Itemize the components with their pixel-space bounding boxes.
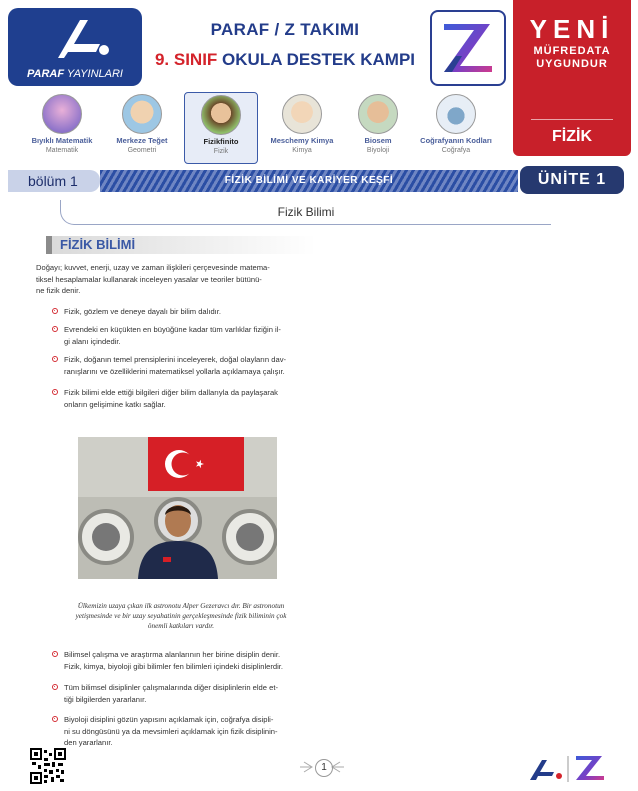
bullet-icon: [52, 684, 58, 690]
avatar: [122, 94, 162, 134]
ribbon-uygundur: UYGUNDUR: [536, 58, 608, 70]
avatar: [436, 94, 476, 134]
photo-caption: Ülkemizin uzaya çıkan ilk astronotu Alper Gezeravcı dır. Bir astronotun yetişmesinde ve bir uzay seyahatinin gerçekleşmesinde fizik biliminin çok önemli katkıları vardır.: [75, 602, 287, 630]
section-heading: [46, 236, 316, 254]
list-item: Bilimsel çalışma ve araştırma alanlarının her birine disiplin denir. Fizik, kimya, biyoloji gibi bilimler fen bilimleri içindeki disiplinlerdir.: [52, 649, 320, 672]
intro-paragraph: Doğayı; kuvvet, enerji, uzay ve zaman ilişkileri çerçevesinde matema- tiksel hesaplamalar kullanarak inceleyen yasalar ve teoriler bütünü- ne fizik denir.: [36, 263, 270, 295]
bullet-icon: [52, 389, 58, 395]
paraf-arrow-icon: [54, 18, 114, 62]
character-fizikfinito[interactable]: [184, 92, 258, 164]
list-item: Fizik bilimi elde ettiği bilgileri diğer bilim dallarıyla da paylaşarak onların gelişimine katkı sağlar.: [52, 387, 320, 410]
bullet-icon: [52, 308, 58, 314]
list-item: Fizik, gözlem ve deneye dayalı bir bilim dalıdır.: [52, 306, 320, 318]
character-biyikli-matematik[interactable]: [22, 92, 102, 162]
character-name: Fizikfinito: [203, 137, 239, 146]
bullet-icon: [52, 326, 58, 332]
page-subtitle: 9. SINIF OKULA DESTEK KAMPI: [154, 50, 416, 69]
character-subject: Biyoloji: [366, 147, 390, 154]
ribbon-subject: FİZİK: [552, 128, 592, 145]
page-number: [296, 756, 348, 780]
brand-name: PARAF YAYINLARI: [27, 68, 123, 80]
character-name: Bıyıklı Matematik: [31, 136, 93, 145]
avatar: [358, 94, 398, 134]
bullet-icon: [52, 356, 58, 362]
footer-brand-icon: [528, 752, 608, 784]
unit-heading: FİZİK BİLİMİ VE KARİYER KEŞFİ: [224, 175, 394, 186]
list-item: Biyoloji disiplini gözün yapısını açıklamak için, coğrafya disipli- ni su döngüsünü ya da mevsimleri açıklamak için fizik disiplinin- den yararlanır.: [52, 714, 320, 749]
character-biosem[interactable]: [338, 92, 418, 162]
topic-subtitle: Fizik Bilimi: [60, 200, 551, 225]
character-cografyanin-kodlari[interactable]: [416, 92, 496, 162]
unite-badge: ÜNİTE 1: [520, 166, 624, 194]
list-item: Evrendeki en küçükten en büyüğüne kadar tüm varlıklar fiziğin il- gi alanı içindedir.: [52, 324, 320, 347]
footer-logo: [528, 752, 608, 784]
qr-code-icon: [30, 748, 66, 784]
z-team-logo: [430, 10, 506, 86]
character-subject: Coğrafya: [441, 147, 471, 154]
avatar: [42, 94, 82, 134]
character-name: Biosem: [364, 136, 392, 145]
avatar: [201, 95, 241, 135]
character-subject: Matematik: [45, 147, 79, 154]
list-item: Fizik, doğanın temel prensiplerini inceleyerek, doğal olayların dav- ranışlarını ve özelliklerini matematiksel yollarla açıklamaya çalışır.: [52, 354, 320, 377]
page-title: PARAF / Z TAKIMI: [210, 20, 360, 39]
ribbon-mufredata: MÜFREDATA: [533, 45, 611, 57]
ribbon-yeni: YENİ: [529, 14, 615, 44]
bullet-icon: [52, 651, 58, 657]
bullet-icon: [52, 716, 58, 722]
paraf-brand-logo: [8, 8, 142, 86]
qr-code[interactable]: [30, 748, 66, 784]
page-number-value: 1: [315, 759, 333, 777]
z-logo-icon: [432, 12, 504, 84]
character-subject: Geometri: [127, 147, 157, 154]
character-name: Meschemy Kimya: [270, 136, 334, 145]
character-subject: Kimya: [292, 147, 312, 154]
list-item: Tüm bilimsel disiplinler çalışmalarında diğer disiplinlerin elde et- tiği bilgilerden yararlanır.: [52, 682, 320, 705]
bolum-label: bölüm 1: [8, 170, 100, 192]
astronaut-photo: [78, 437, 277, 579]
avatar: [282, 94, 322, 134]
character-merkeze-teget[interactable]: [102, 92, 182, 162]
curriculum-ribbon: [513, 0, 631, 156]
section-title: FİZİK BİLİMİ: [60, 237, 136, 252]
character-subject: Fizik: [213, 148, 229, 155]
astronaut-image: [78, 437, 277, 579]
character-name: Coğrafyanın Kodları: [420, 136, 492, 145]
character-name: Merkeze Teğet: [116, 136, 168, 145]
character-meschemy-kimya[interactable]: [262, 92, 342, 162]
